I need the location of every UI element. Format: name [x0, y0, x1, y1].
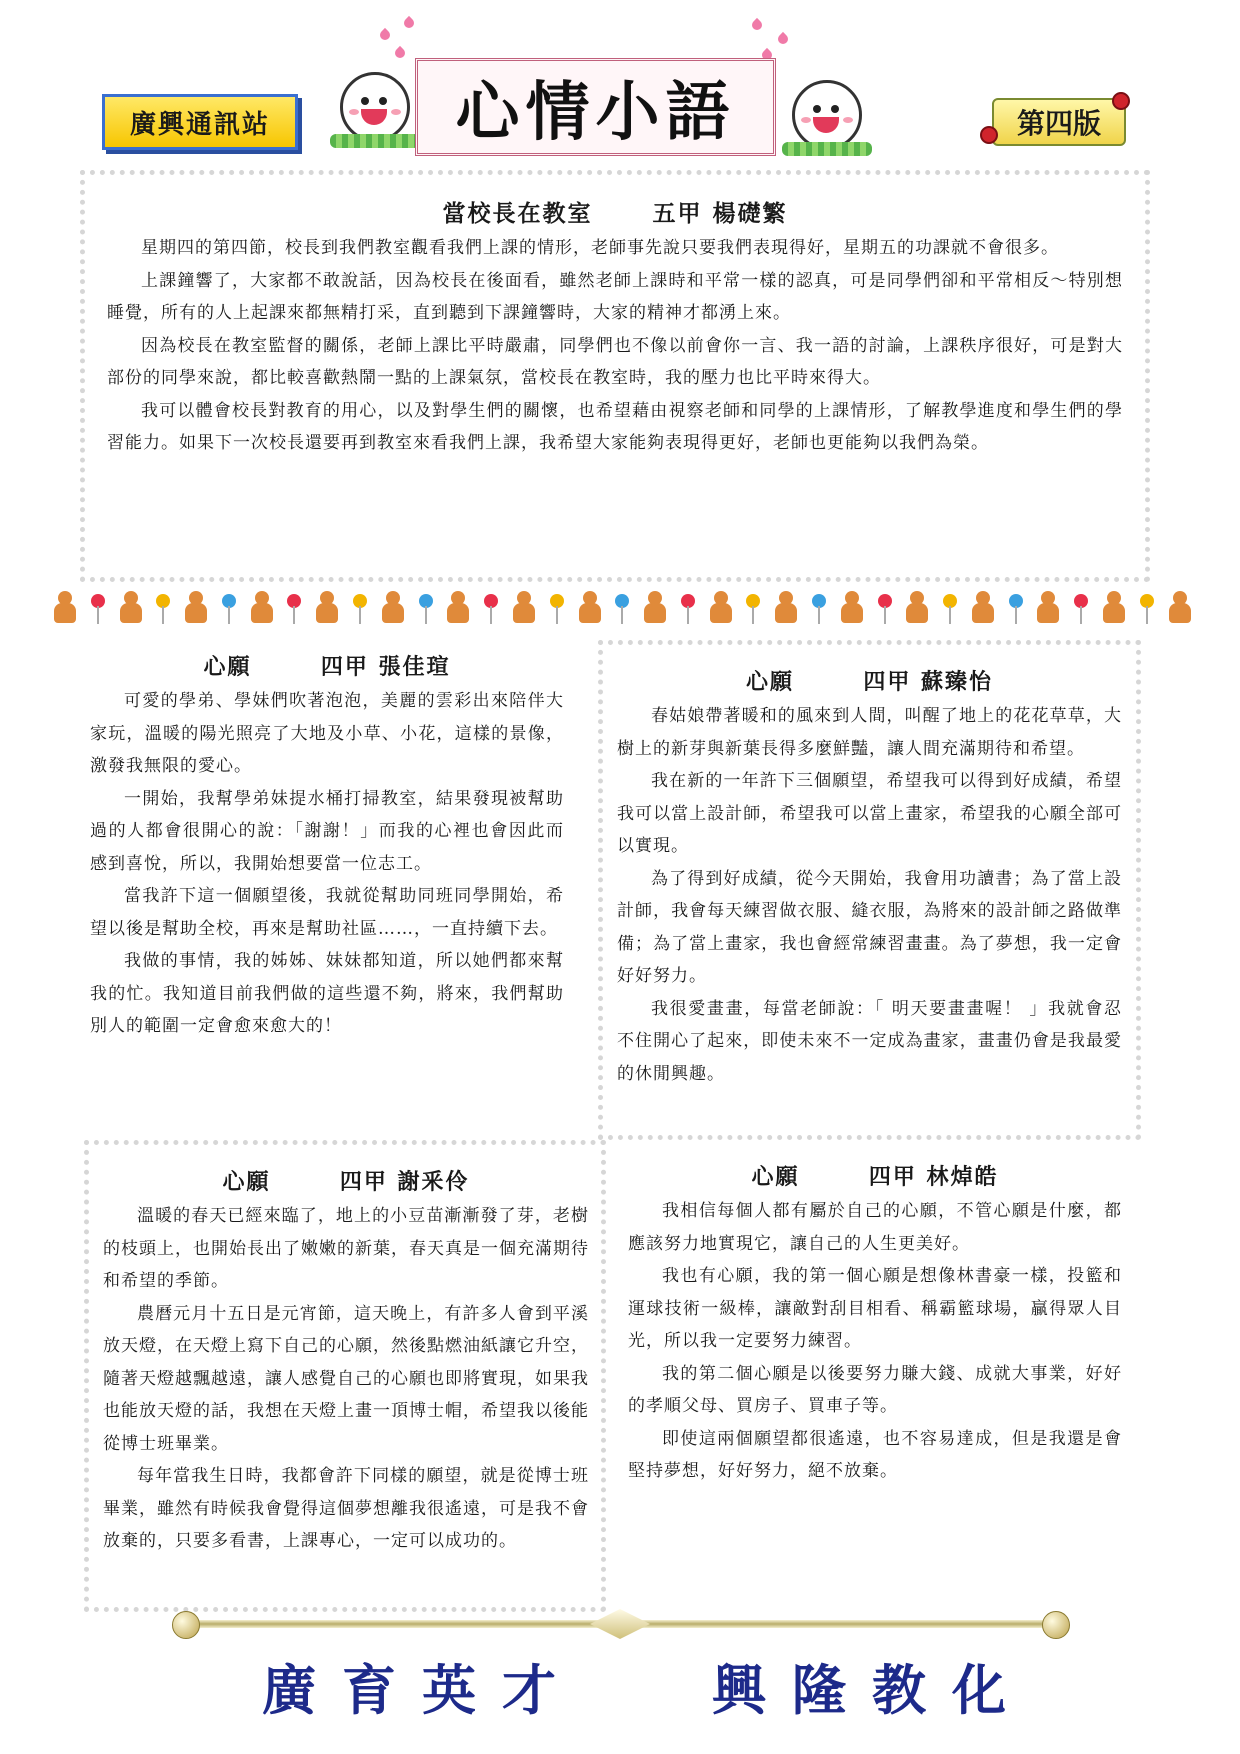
- lollipop-icon: [353, 594, 367, 624]
- ornament-ball-icon: [1042, 1611, 1070, 1639]
- petal-icon: [393, 46, 407, 60]
- lollipop-icon: [419, 594, 433, 624]
- pin-icon: [1112, 92, 1130, 110]
- petal-icon: [750, 18, 764, 32]
- wish-paragraph: 我很愛畫畫，每當老師說：「 明天要畫畫喔！ 」我就會忍不住開心了起來，即使未來不一定成為畫家，畫畫仍會是我最愛的休閒興趣。: [617, 998, 1122, 1084]
- wish-paragraph: 春姑娘帶著暖和的風來到人間，叫醒了地上的花花草草，大樹上的新芽與新葉長得多麼鮮豔，讓人間充滿期待和希望。: [617, 706, 1122, 759]
- ornament-diamond-icon: [590, 1609, 650, 1639]
- page-title: 心情小語: [455, 76, 736, 150]
- wish-paragraph: 我相信每個人都有屬於自己的心願，不管心願是什麼，都應該努力地實現它，讓自己的人生更美好。: [628, 1201, 1122, 1254]
- ornament-ball-icon: [172, 1611, 200, 1639]
- wish-heading: [617, 665, 1122, 696]
- gingerbread-man-icon: [181, 591, 211, 627]
- wish-paragraph: 我的第二個心願是以後要努力賺大錢、成就大事業，好好的孝順父母、買房子、買車子等。: [628, 1363, 1122, 1416]
- wish-title: 心願: [751, 1164, 800, 1190]
- gingerbread-man-icon: [443, 591, 473, 627]
- gingerbread-man-icon: [247, 591, 277, 627]
- lollipop-icon: [943, 594, 957, 624]
- wish-article-3: [84, 1140, 606, 1612]
- edition-label: 第四版: [1016, 107, 1101, 140]
- grass-icon: [782, 142, 872, 156]
- gingerbread-man-icon: [116, 591, 146, 627]
- lollipop-icon: [91, 594, 105, 624]
- wish-paragraph: 我在新的一年許下三個願望，希望我可以得到好成績，希望我可以當上設計師，希望我可以當上畫家，希望我的心願全部可以實現。: [617, 771, 1122, 856]
- petal-icon: [776, 32, 790, 46]
- lollipop-icon: [156, 594, 170, 624]
- wish-title: 心願: [203, 654, 252, 680]
- wish-paragraph: 可愛的學弟、學妹們吹著泡泡，美麗的雲彩出來陪伴大家玩，溫暖的陽光照亮了大地及小草、小花，這樣的景像，激發我無限的愛心。: [90, 691, 564, 776]
- main-article-heading: [107, 195, 1123, 228]
- lollipop-icon: [615, 594, 629, 624]
- wish-article-4: [616, 1160, 1134, 1560]
- edition-badge: [992, 98, 1126, 146]
- wish-heading: [90, 650, 564, 681]
- wish-paragraph: 溫暖的春天已經來臨了，地上的小豆苗漸漸發了芽，老樹的枝頭上，也開始長出了嫩嫩的新葉，春天真是一個充滿期待和希望的季節。: [103, 1206, 589, 1291]
- wish-paragraph: 當我許下這一個願望後，我就從幫助同班同學開始，希望以後是幫助全校，再來是幫助社區……，一直持續下去。: [90, 886, 564, 939]
- gingerbread-man-icon: [837, 591, 867, 627]
- wish-article-2: [598, 640, 1141, 1140]
- gingerbread-man-icon: [1165, 591, 1195, 627]
- wish-heading: [628, 1160, 1122, 1191]
- grass-icon: [330, 134, 420, 148]
- wish-paragraph: 為了得到好成績，從今天開始，我會用功讀書；為了當上設計師，我會每天練習做衣服、縫衣服，為將來的設計師之路做準備；為了當上畫家，我也會經常練習畫畫。為了夢想，我一定會好好努力。: [617, 868, 1122, 986]
- gingerbread-man-icon: [706, 591, 736, 627]
- article-author: 五甲 楊礎繁: [652, 200, 788, 227]
- gingerbread-man-icon: [50, 591, 80, 627]
- lollipop-icon: [1009, 594, 1023, 624]
- article-paragraph: 上課鐘響了，大家都不敢說話，因為校長在後面看，雖然老師上課時和平常一樣的認真，可是同學們卻和平常相反～特別想睡覺，所有的人上起課來都無精打采，直到聽到下課鐘響時，大家的精神才都湧上來。: [107, 270, 1123, 323]
- wish-author: 四甲 蘇臻怡: [863, 669, 994, 695]
- lollipop-icon: [287, 594, 301, 624]
- gingerbread-man-icon: [378, 591, 408, 627]
- gingerbread-man-icon: [640, 591, 670, 627]
- lollipop-icon: [681, 594, 695, 624]
- wish-paragraph: 一開始，我幫學弟妹提水桶打掃教室，結果發現被幫助過的人都會很開心的說：「謝謝！」而我的心裡也會因此而感到喜悅，所以，我開始想要當一位志工。: [90, 788, 564, 874]
- wish-article-1: [82, 650, 572, 1120]
- wish-paragraph: 我做的事情，我的姊姊、妹妹都知道，所以她們都來幫我的忙。我知道目前我們做的這些還不夠，將來，我們幫助別人的範圍一定會愈來愈大的！: [90, 951, 564, 1036]
- article-title: 當校長在教室: [442, 200, 593, 227]
- motto-left: 廣育英才: [262, 1658, 582, 1722]
- newsletter-name-badge: [102, 94, 298, 150]
- motto-right: 興隆教化: [712, 1658, 1032, 1722]
- article-paragraph: 我可以體會校長對教育的用心，以及對學生們的關懷，也希望藉由視察老師和同學的上課情形，了解教學進度和學生們的學習能力。如果下一次校長還要再到教室來看我們上課，我希望大家能夠表現得更好，老師也更能夠以我們為榮。: [107, 400, 1123, 453]
- article-paragraph: 因為校長在教室監督的關係，老師上課比平時嚴肅，同學們也不像以前會你一言、我一語的討論，上課秩序很好，可是對大部份的同學來說，都比較喜歡熱鬧一點的上課氣氛，當校長在教室時，我的壓力也比平時來得大。: [107, 335, 1123, 388]
- wish-author: 四甲 張佳瑄: [320, 654, 451, 680]
- wish-title: 心願: [222, 1169, 271, 1195]
- wish-author: 四甲 謝釆伶: [339, 1169, 470, 1195]
- petal-icon: [378, 28, 392, 42]
- main-article: [80, 170, 1150, 582]
- lollipop-icon: [1074, 594, 1088, 624]
- gingerbread-man-icon: [902, 591, 932, 627]
- lollipop-icon: [746, 594, 760, 624]
- gingerbread-man-icon: [1099, 591, 1129, 627]
- newsletter-name: 廣興通訊站: [129, 109, 270, 140]
- article-paragraph: 星期四的第四節，校長到我們教室觀看我們上課的情形，老師事先說只要我們表現得好，星期五的功課就不會很多。: [141, 238, 1059, 258]
- wish-paragraph: 每年當我生日時，我都會許下同樣的願望，就是從博士班畢業，雖然有時候我會覺得這個夢想離我很遙遠，可是我不會放棄的，只要多看書，上課專心，一定可以成功的。: [103, 1466, 589, 1551]
- gingerbread-man-icon: [968, 591, 998, 627]
- wish-paragraph: 農曆元月十五日是元宵節，這天晚上，有許多人會到平溪放天燈，在天燈上寫下自己的心願，然後點燃油紙讓它升空，隨著天燈越飄越遠，讓人感覺自己的心願也即將實現，如果我也能放天燈的話，我想在天燈上畫一頂博士帽，希望我以後能從博士班畢業。: [103, 1303, 589, 1454]
- gingerbread-man-icon: [771, 591, 801, 627]
- wish-paragraph: 即使這兩個願望都很遙遠，也不容易達成，但是我還是會堅持夢想，好好努力，絕不放棄。: [628, 1428, 1122, 1481]
- smiley-face-icon: [792, 80, 862, 150]
- gingerbread-man-icon: [1033, 591, 1063, 627]
- wish-paragraph: 我也有心願，我的第一個心願是想像林書豪一樣，投籃和運球技術一級棒，讓敵對刮目相看、稱霸籃球場，贏得眾人目光，所以我一定要努力練習。: [628, 1266, 1122, 1351]
- gingerbread-man-icon: [312, 591, 342, 627]
- gingerbread-man-icon: [575, 591, 605, 627]
- lollipop-icon: [1140, 594, 1154, 624]
- petal-icon: [402, 16, 416, 30]
- pin-icon: [980, 126, 998, 144]
- wish-heading: [103, 1165, 589, 1196]
- lollipop-icon: [878, 594, 892, 624]
- smiley-face-icon: [340, 72, 410, 142]
- lollipop-icon: [812, 594, 826, 624]
- title-box: [415, 58, 776, 156]
- lollipop-icon: [484, 594, 498, 624]
- wish-title: 心願: [745, 669, 794, 695]
- wish-author: 四甲 林焯皓: [868, 1164, 999, 1190]
- gingerbread-lollipop-border: [50, 588, 1195, 630]
- lollipop-icon: [550, 594, 564, 624]
- lollipop-icon: [222, 594, 236, 624]
- gingerbread-man-icon: [509, 591, 539, 627]
